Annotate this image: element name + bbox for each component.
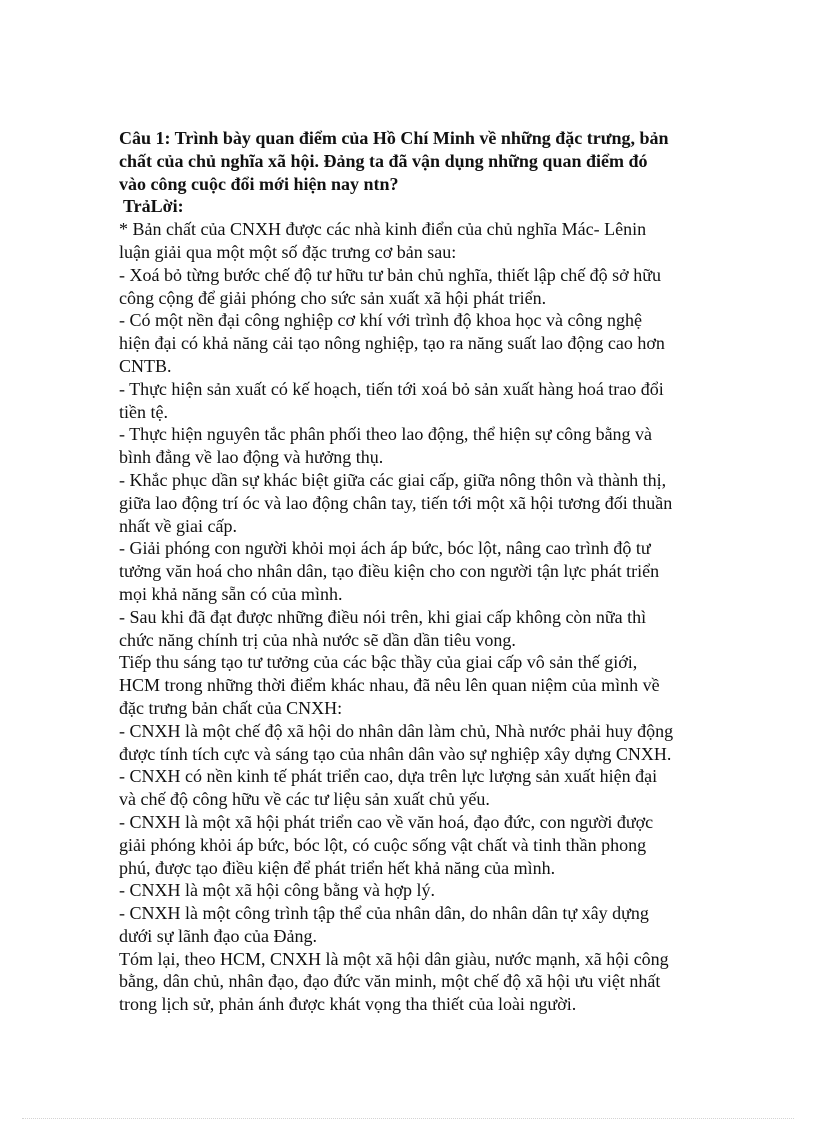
body-line: tưởng văn hoá cho nhân dân, tạo điều kiện cho con người tận lực phát triển	[119, 561, 660, 582]
body-line: - CNXH là một chế độ xã hội do nhân dân làm chủ, Nhà nước phải huy động	[119, 720, 674, 741]
body-line: - Khắc phục dần sự khác biệt giữa các giai cấp, giữa nông thôn và thành thị,	[119, 469, 667, 490]
body-line: giải phóng khỏi áp bức, bóc lột, có cuộc sống vật chất và tinh thần phong	[119, 834, 647, 855]
body-line: phú, được tạo điều kiện để phát triển hết khả năng của mình.	[119, 857, 556, 878]
body-line: dưới sự lãnh đạo của Đảng.	[119, 925, 317, 946]
body-line: - CNXH có nền kinh tế phát triển cao, dựa trên lực lượng sản xuất hiện đại	[119, 766, 658, 787]
body-line: giữa lao động trí óc và lao động chân tay, tiến tới một xã hội tương đối thuần	[119, 492, 673, 513]
body-line: đặc trưng bản chất của CNXH:	[119, 697, 343, 718]
question-line-3: vào công cuộc đổi mới hiện nay ntn?	[119, 173, 399, 194]
body-line: và chế độ công hữu về các tư liệu sản xuất chủ yếu.	[119, 789, 490, 810]
document-content	[119, 127, 709, 1016]
body-line: hiện đại có khả năng cải tạo nông nghiệp, tạo ra năng suất lao động cao hơn	[119, 333, 665, 354]
page-bottom-divider	[22, 1118, 794, 1119]
body-line: trong lịch sử, phản ánh được khát vọng tha thiết của loài người.	[119, 994, 577, 1015]
body-line: * Bản chất của CNXH được các nhà kinh điển của chủ nghĩa Mác- Lênin	[119, 219, 647, 240]
answer-heading: TrảLời:	[123, 196, 184, 217]
body-line: - CNXH là một công trình tập thể của nhân dân, do nhân dân tự xây dựng	[119, 903, 649, 924]
body-line: HCM trong những thời điểm khác nhau, đã nêu lên quan niệm của mình về	[119, 675, 660, 696]
question-line-2: chất của chủ nghĩa xã hội. Đảng ta đã vận dụng những quan điểm đó	[119, 150, 648, 171]
question-line-1: Câu 1: Trình bày quan điểm của Hồ Chí Minh về những đặc trưng, bản	[119, 128, 669, 148]
body-line: chức năng chính trị của nhà nước sẽ dần dần tiêu vong.	[119, 629, 516, 650]
body-line: được tính tích cực và sáng tạo của nhân dân vào sự nghiệp xây dựng CNXH.	[119, 743, 672, 764]
body-line: - Giải phóng con người khỏi mọi ách áp bức, bóc lột, nâng cao trình độ tư	[119, 538, 651, 559]
body-line: công cộng để giải phóng cho sức sản xuất xã hội phát triển.	[119, 287, 547, 308]
body-line: tiền tệ.	[119, 401, 168, 422]
body-line: - Xoá bỏ từng bước chế độ tư hữu tư bản chủ nghĩa, thiết lập chế độ sở hữu	[119, 264, 661, 285]
body-line: - Sau khi đã đạt được những điều nói trên, khi giai cấp không còn nữa thì	[119, 606, 647, 627]
body-line: luận giải qua một một số đặc trưng cơ bản sau:	[119, 241, 457, 262]
body-line: bằng, dân chủ, nhân đạo, đạo đức văn minh, một chế độ xã hội ưu việt nhất	[119, 971, 661, 992]
body-line: mọi khả năng sẵn có của mình.	[119, 583, 343, 604]
body-line: - CNXH là một xã hội công bằng và hợp lý.	[119, 880, 435, 901]
body-line: Tóm lại, theo HCM, CNXH là một xã hội dân giàu, nước mạnh, xã hội công	[119, 948, 669, 969]
body-line: Tiếp thu sáng tạo tư tưởng của các bậc thầy của giai cấp vô sản thế giới,	[119, 652, 638, 673]
body-line: - Thực hiện sản xuất có kế hoạch, tiến tới xoá bỏ sản xuất hàng hoá trao đổi	[119, 378, 664, 399]
body-line: nhất về giai cấp.	[119, 515, 237, 536]
body-line: - Thực hiện nguyên tắc phân phối theo lao động, thể hiện sự công bằng và	[119, 424, 653, 445]
body-line: - CNXH là một xã hội phát triển cao về văn hoá, đạo đức, con người được	[119, 811, 654, 832]
body-line: - Có một nền đại công nghiệp cơ khí với trình độ khoa học và công nghệ	[119, 310, 642, 331]
body-line: bình đẳng về lao động và hưởng thụ.	[119, 447, 384, 468]
body-line: CNTB.	[119, 355, 172, 376]
